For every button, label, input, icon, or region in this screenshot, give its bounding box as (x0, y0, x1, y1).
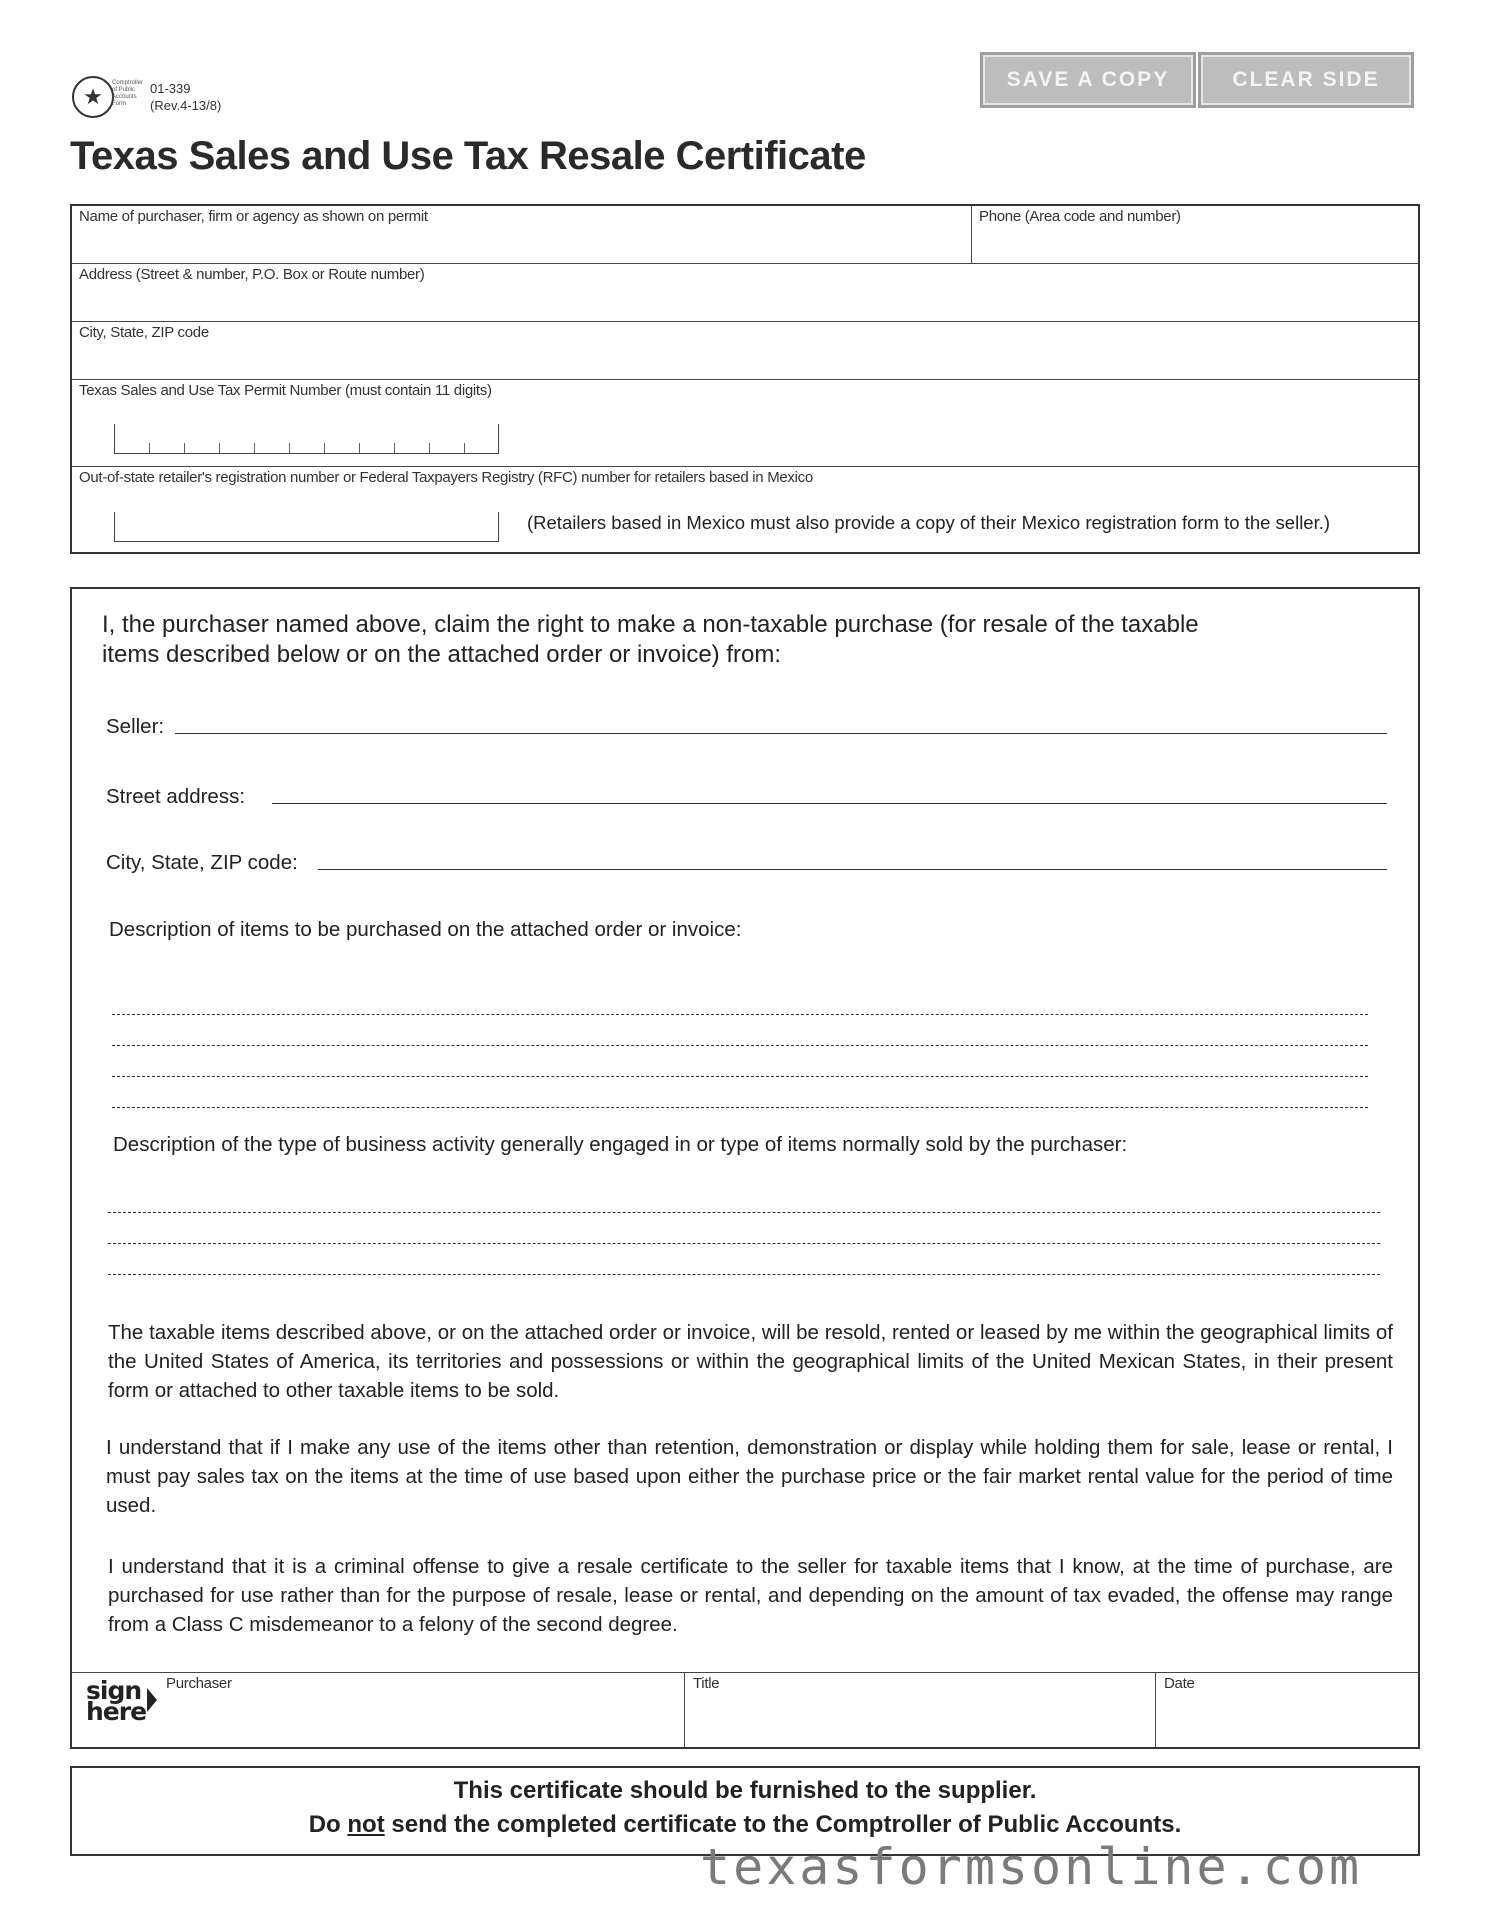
business-line[interactable] (108, 1213, 1380, 1244)
phone-input[interactable] (979, 230, 1409, 258)
business-description-lines[interactable] (108, 1182, 1380, 1275)
street-address-label: Street address: (106, 785, 246, 808)
save-copy-button[interactable]: SAVE A COPY (980, 52, 1196, 108)
purchaser-signature-label: Purchaser (166, 1675, 232, 1692)
page-title: Texas Sales and Use Tax Resale Certificate (70, 134, 866, 178)
address-input[interactable] (79, 288, 1409, 316)
comb-tick (359, 443, 360, 453)
purchaser-name-input[interactable] (79, 230, 959, 258)
purchaser-signature-input[interactable] (166, 1698, 676, 1742)
form-number: 01-339 (150, 81, 191, 96)
row-divider (71, 321, 1419, 322)
name-phone-divider (971, 205, 972, 263)
comb-tick (184, 443, 185, 453)
items-line[interactable] (112, 1046, 1368, 1077)
items-line[interactable] (112, 1077, 1368, 1108)
comb-tick (219, 443, 220, 453)
phone-label: Phone (Area code and number) (979, 208, 1181, 225)
here-word: here (86, 1697, 147, 1726)
notice-text: send the completed certificate to the Comptroller of Public Accounts. (384, 1811, 1182, 1838)
sign-here-marker (86, 1676, 147, 1726)
row-divider (71, 263, 1419, 264)
business-description-label: Description of the type of business activity generally engaged in or type of items normally sold by the purchaser: (113, 1133, 1128, 1156)
site-watermark: texasformsonline.com (700, 1838, 1363, 1896)
city-state-zip-input[interactable] (79, 346, 1409, 374)
signature-divider (684, 1672, 685, 1748)
items-line[interactable] (112, 1015, 1368, 1046)
sign-arrow-icon (147, 1688, 157, 1712)
date-label: Date (1164, 1675, 1195, 1692)
row-divider (71, 466, 1419, 467)
clear-side-button[interactable]: CLEAR SIDE (1198, 52, 1414, 108)
permit-number-comb[interactable] (114, 424, 499, 454)
out-of-state-label: Out-of-state retailer's registration number or Federal Taxpayers Registry (RFC) number for retailers based in Mexico (79, 469, 813, 486)
claim-intro-line: items described below or on the attached order or invoice) from: (102, 641, 781, 668)
signature-divider (1155, 1672, 1156, 1748)
supplier-notice-line2 (70, 1811, 1420, 1839)
seller-input[interactable] (175, 704, 1387, 734)
business-line[interactable] (108, 1244, 1380, 1275)
seller-city-input[interactable] (318, 840, 1387, 870)
title-label: Title (693, 1675, 720, 1692)
seller-city-label: City, State, ZIP code: (106, 851, 298, 874)
comb-tick (324, 443, 325, 453)
comb-tick (464, 443, 465, 453)
claim-intro-line: I, the purchaser named above, claim the right to make a non-taxable purchase (for resale of the taxable (102, 611, 1199, 638)
out-of-state-number-input[interactable] (114, 512, 499, 542)
seller-label: Seller: (106, 715, 165, 738)
form-revision: (Rev.4-13/8) (150, 98, 222, 113)
city-state-zip-label: City, State, ZIP code (79, 324, 209, 341)
items-line[interactable] (112, 984, 1368, 1015)
notice-not: not (347, 1811, 385, 1838)
date-input[interactable] (1164, 1698, 1412, 1742)
claim-intro (102, 610, 1199, 670)
street-address-input[interactable] (272, 774, 1387, 804)
form-number-block (150, 80, 221, 114)
comb-tick (289, 443, 290, 453)
texas-seal-icon: ★ (72, 76, 114, 118)
use-tax-statement: I understand that if I make any use of the items other than retention, demonstration or display while holding them for sale, lease or rental, I must pay sales tax on the items at the time of use based upon either the purchase price or the fair market rental value for the period of time used. (106, 1436, 1393, 1517)
comb-tick (394, 443, 395, 453)
comb-tick (254, 443, 255, 453)
address-label: Address (Street & number, P.O. Box or Route number) (79, 266, 425, 283)
row-divider (71, 379, 1419, 380)
items-description-label: Description of items to be purchased on the attached order or invoice: (109, 918, 742, 941)
resale-statement: The taxable items described above, or on the attached order or invoice, will be resold, rented or leased by me within the geographical limits of the United States of America, its territories and possessions or within the geographical limits of the United Mexican States, in their present form or attached to other taxable items to be sold. (108, 1321, 1393, 1402)
notice-text: Do (308, 1811, 348, 1838)
title-input[interactable] (693, 1698, 1148, 1742)
comb-tick (429, 443, 430, 453)
mexico-note: (Retailers based in Mexico must also provide a copy of their Mexico registration form to the seller.) (527, 512, 1331, 533)
permit-number-label: Texas Sales and Use Tax Permit Number (must contain 11 digits) (79, 382, 492, 399)
items-description-lines[interactable] (112, 984, 1368, 1108)
seal-caption: Comptroller of Public Accounts Form (112, 80, 144, 107)
sign-word: sign (86, 1676, 142, 1705)
business-line[interactable] (108, 1182, 1380, 1213)
purchaser-name-label: Name of purchaser, firm or agency as shown on permit (79, 208, 428, 225)
criminal-offense-statement: I understand that it is a criminal offense to give a resale certificate to the seller for taxable items that I know, at the time of purchase, are purchased for use rather than for the purpose of resale, lease or rental, and depending on the amount of tax evaded, the offense may range from a Class C misdemeanor to a felony of the second degree. (108, 1555, 1393, 1636)
supplier-notice-line1: This certificate should be furnished to the supplier. (453, 1777, 1037, 1804)
comb-tick (149, 443, 150, 453)
signature-divider (71, 1672, 1419, 1673)
